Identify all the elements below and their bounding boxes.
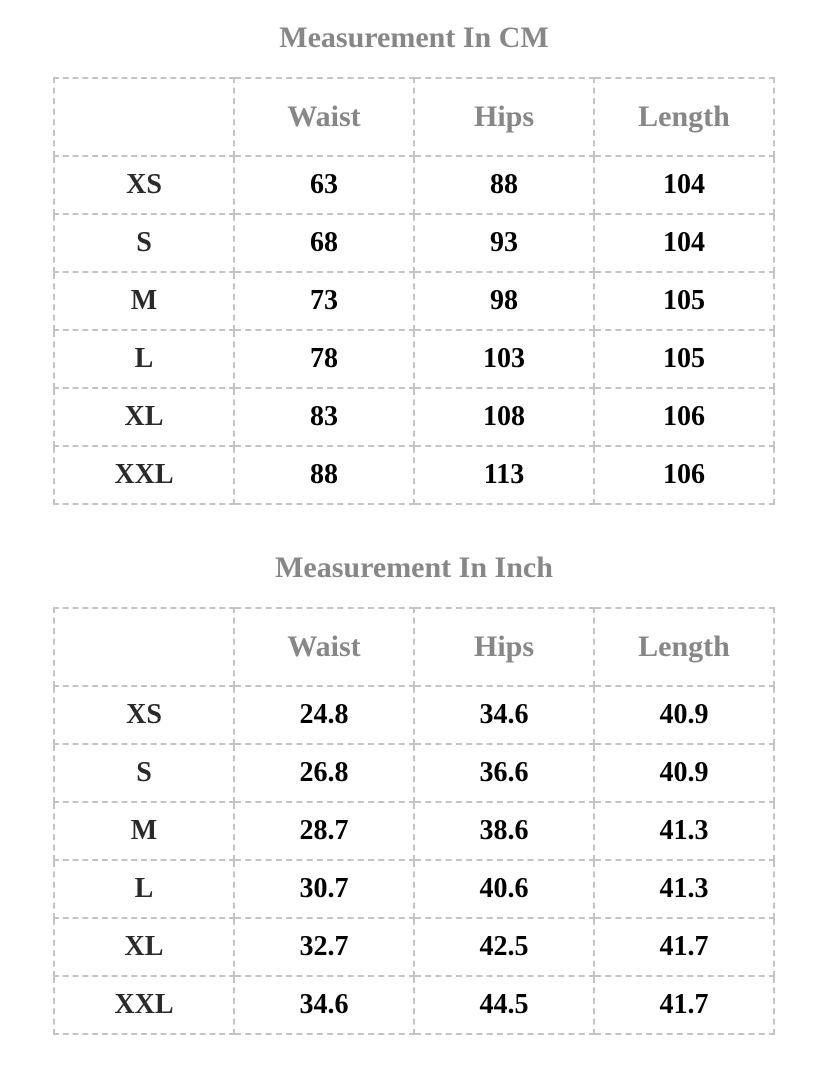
hips-value: 88 [414,156,594,214]
cm-size-table [53,77,775,505]
size-label: L [54,860,234,918]
size-label: XL [54,388,234,446]
table-row [54,330,774,388]
table-row [54,446,774,504]
header-length: Length [594,78,774,156]
cm-measurement-section [53,18,775,490]
table-header-row [54,78,774,156]
waist-value: 32.7 [234,918,414,976]
table-row [54,976,774,1034]
length-value: 41.3 [594,802,774,860]
table-row [54,388,774,446]
waist-value: 26.8 [234,744,414,802]
header-hips: Hips [414,78,594,156]
size-label: XL [54,918,234,976]
header-waist: Waist [234,78,414,156]
waist-value: 78 [234,330,414,388]
hips-value: 44.5 [414,976,594,1034]
length-value: 105 [594,330,774,388]
inch-size-table [53,607,775,1035]
hips-value: 38.6 [414,802,594,860]
header-waist: Waist [234,608,414,686]
waist-value: 68 [234,214,414,272]
header-size-cell [54,608,234,686]
waist-value: 24.8 [234,686,414,744]
size-label: M [54,802,234,860]
inch-measurement-section [53,548,775,1020]
size-label: XS [54,686,234,744]
hips-value: 103 [414,330,594,388]
size-label: L [54,330,234,388]
hips-value: 42.5 [414,918,594,976]
header-size-cell [54,78,234,156]
length-value: 41.7 [594,918,774,976]
waist-value: 73 [234,272,414,330]
size-label: XXL [54,446,234,504]
table-row [54,686,774,744]
size-label: S [54,214,234,272]
size-label: XS [54,156,234,214]
hips-value: 93 [414,214,594,272]
hips-value: 34.6 [414,686,594,744]
table-header-row [54,608,774,686]
size-label: XXL [54,976,234,1034]
hips-value: 36.6 [414,744,594,802]
length-value: 105 [594,272,774,330]
hips-value: 108 [414,388,594,446]
size-label: M [54,272,234,330]
length-value: 104 [594,156,774,214]
waist-value: 28.7 [234,802,414,860]
waist-value: 83 [234,388,414,446]
length-value: 41.7 [594,976,774,1034]
table-row [54,802,774,860]
hips-value: 98 [414,272,594,330]
length-value: 104 [594,214,774,272]
table-row [54,744,774,802]
table-row [54,214,774,272]
inch-table-title: Measurement In Inch [275,551,553,584]
table-row [54,156,774,214]
hips-value: 40.6 [414,860,594,918]
waist-value: 34.6 [234,976,414,1034]
header-hips: Hips [414,608,594,686]
table-row [54,272,774,330]
hips-value: 113 [414,446,594,504]
length-value: 106 [594,388,774,446]
length-value: 41.3 [594,860,774,918]
size-label: S [54,744,234,802]
length-value: 40.9 [594,744,774,802]
waist-value: 30.7 [234,860,414,918]
table-row [54,918,774,976]
cm-table-title: Measurement In CM [279,21,549,54]
length-value: 106 [594,446,774,504]
waist-value: 63 [234,156,414,214]
waist-value: 88 [234,446,414,504]
header-length: Length [594,608,774,686]
length-value: 40.9 [594,686,774,744]
table-row [54,860,774,918]
